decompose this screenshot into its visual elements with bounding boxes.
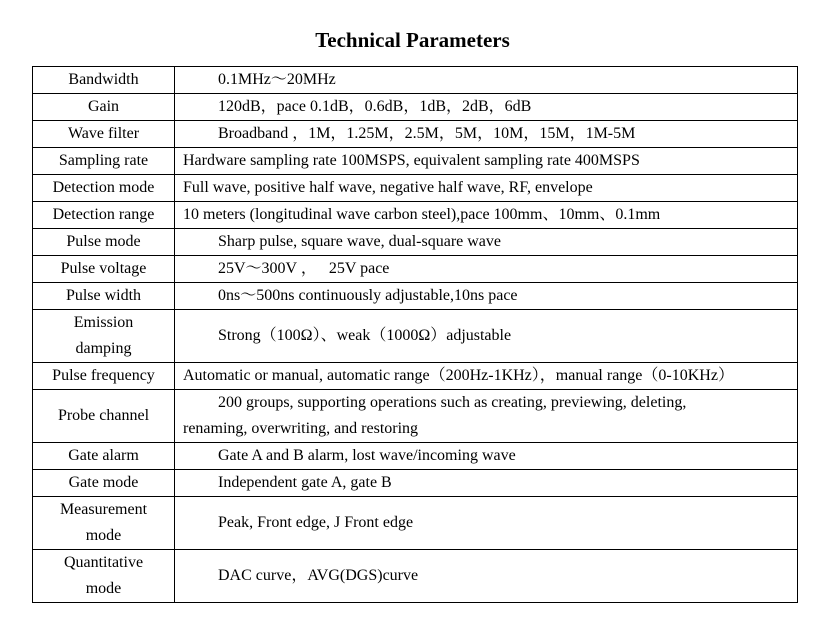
param-label-line: Measurement	[59, 501, 148, 518]
param-label: Probe channel	[33, 390, 175, 443]
param-label: Detection range	[33, 202, 175, 229]
param-label: Detection mode	[33, 175, 175, 202]
param-label	[33, 550, 175, 603]
param-value: 0.1MHz～20MHz	[175, 67, 798, 94]
param-label-line: mode	[85, 527, 122, 544]
table-row	[33, 94, 798, 121]
param-value: Independent gate A, gate B	[175, 470, 798, 497]
param-label: Pulse mode	[33, 229, 175, 256]
param-label-line: damping	[75, 340, 132, 357]
table-row	[33, 470, 798, 497]
param-value: Strong（100Ω）、weak（1000Ω）adjustable	[175, 310, 798, 363]
table-row	[33, 283, 798, 310]
param-value: Peak, Front edge, J Front edge	[175, 497, 798, 550]
table-row	[33, 390, 798, 443]
param-value-line: 200 groups, supporting operations such as creating, previewing, deleting,	[218, 394, 687, 411]
param-value-line: renaming, overwriting, and restoring	[183, 420, 419, 437]
param-value: 0ns～500ns continuously adjustable,10ns pace	[175, 283, 798, 310]
param-value	[175, 390, 798, 443]
table-row	[33, 121, 798, 148]
param-label: Gain	[33, 94, 175, 121]
table-row	[33, 550, 798, 603]
table-row	[33, 310, 798, 363]
table-row	[33, 175, 798, 202]
param-value: Hardware sampling rate 100MSPS, equivalent sampling rate 400MSPS	[175, 148, 798, 175]
param-label-line: Quantitative	[63, 554, 144, 571]
table-row	[33, 148, 798, 175]
param-label: Pulse voltage	[33, 256, 175, 283]
param-label	[33, 310, 175, 363]
table-row	[33, 497, 798, 550]
param-label: Sampling rate	[33, 148, 175, 175]
param-label	[33, 497, 175, 550]
param-value: 120dB，pace 0.1dB，0.6dB，1dB，2dB，6dB	[175, 94, 798, 121]
technical-parameters-table	[32, 66, 798, 603]
param-value: Sharp pulse, square wave, dual-square wave	[175, 229, 798, 256]
table-row	[33, 256, 798, 283]
table-row	[33, 363, 798, 390]
param-value: Broadband ，1M，1.25M，2.5M，5M，10M，15M，1M-5M	[175, 121, 798, 148]
param-value: Automatic or manual, automatic range（200Hz-1KHz），manual range（0-10KHz）	[175, 363, 798, 390]
param-value: 25V～300V ， 25V pace	[175, 256, 798, 283]
param-label-line: Emission	[73, 314, 134, 331]
param-label: Pulse width	[33, 283, 175, 310]
param-label: Gate mode	[33, 470, 175, 497]
table-row	[33, 229, 798, 256]
table-row	[33, 443, 798, 470]
table-row	[33, 67, 798, 94]
param-value: DAC curve，AVG(DGS)curve	[175, 550, 798, 603]
param-label: Pulse frequency	[33, 363, 175, 390]
param-value: 10 meters (longitudinal wave carbon steel),pace 100mm、10mm、0.1mm	[175, 202, 798, 229]
param-value: Gate A and B alarm, lost wave/incoming wave	[175, 443, 798, 470]
table-row	[33, 202, 798, 229]
param-label: Bandwidth	[33, 67, 175, 94]
page-title: Technical Parameters	[315, 28, 510, 52]
param-label: Gate alarm	[33, 443, 175, 470]
param-label-line: mode	[85, 580, 122, 597]
param-label: Wave filter	[33, 121, 175, 148]
param-value: Full wave, positive half wave, negative half wave, RF, envelope	[175, 175, 798, 202]
